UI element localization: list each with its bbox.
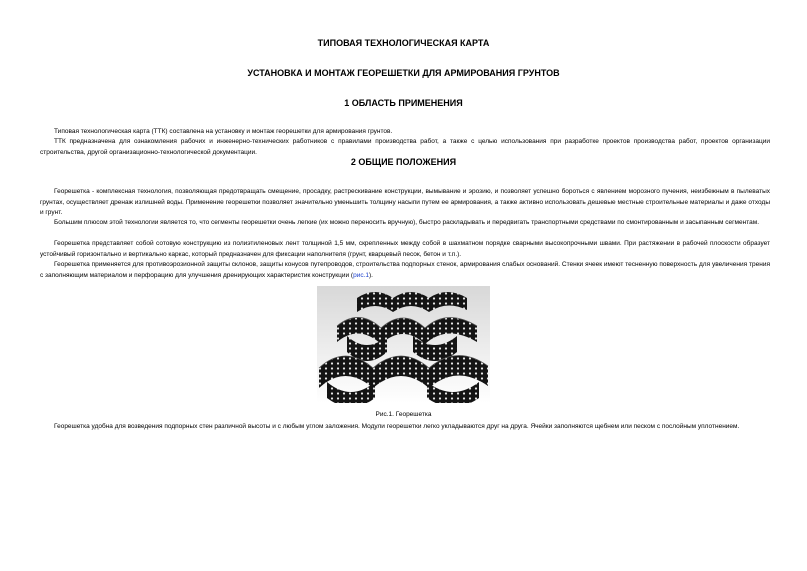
figure-reference-link[interactable]: рис.1 [353, 271, 370, 279]
paragraph-geogrid-structure: Георешетка представляет собой сотовую конструкцию из полиэтиленовых лент толщиной 1,5 мм, скрепленных между собой в шахматном порядке сварными высокопрочными швами. При растяжении в рабочей плоскости образует устойчивый горизонтально и вертикально каркас, который предназначен для фиксации наполнителя (грунт, кварцевый песок, бетон и т.п.). [40, 240, 770, 258]
figure-caption: Рис.1. Георешетка [375, 411, 432, 418]
document-subtitle: УСТАНОВКА И МОНТАЖ ГЕОРЕШЕТКИ ДЛЯ АРМИРОВАНИЯ ГРУНТОВ [247, 68, 560, 78]
paragraph-geogrid-advantage: Большим плюсом этой технологии является то, что сегменты георешетки очень легкие (их можно переносить вручную), быстро раскладывать и передвигать транспортными средствами по смонтированным и засыпанным сегментам. [54, 219, 759, 226]
geogrid-photo [317, 286, 490, 403]
paragraph-application-text: Георешетка применяется для противоэрозионной защиты склонов, защиты конусов путепроводов, строительства подпорных стенок, армирования слабых оснований. Стенки ячеек имеют тесненную поверхность для увеличения трения с заполняющим материалом и перфорацию для улучшения дренирующих характеристик конструкции ( [40, 261, 770, 279]
paragraph-geogrid-retaining-walls: Георешетка удобна для возведения подпорных стен различной высоты и с любым углом заложения. Модули георешетки легко укладываются друг на друга. Ячейки заполняются щебнем или песком с послойным уплотнением. [54, 423, 740, 430]
figure-reference-close: ). [369, 271, 373, 279]
paragraph-ttk-audience: ТТК предназначена для ознакомления рабочих и инженерно-технических работников с правилами производства работ, а также с целью использования при разработке проектов производства работ, проектов организации строительства, другой организационно-технологической документации. [40, 138, 770, 156]
document-title: ТИПОВАЯ ТЕХНОЛОГИЧЕСКАЯ КАРТА [317, 38, 490, 48]
section-heading-scope: 1 ОБЛАСТЬ ПРИМЕНЕНИЯ [344, 98, 463, 108]
paragraph-geogrid-application [40, 260, 770, 281]
section-heading-general: 2 ОБЩИЕ ПОЛОЖЕНИЯ [350, 157, 457, 167]
paragraph-geogrid-description: Георешетка - комплексная технология, позволяющая предотвращать смещение, просадку, растрескивание конструкции, вымывание и эрозию, и позволяет успешно бороться с явлением морозного пучения, неизбежным в пылеватых грунтах, осуществляет дренаж излишней воды. Применение георешетки позволяет значительно уменьшить толщину насыпи путем ее армирования, а также активно использовать дешевые местные строительные материалы и даже отходы и грунт. [40, 188, 770, 216]
paragraph-ttk-purpose: Типовая технологическая карта (ТТК) составлена на установку и монтаж георешетки для армирования грунтов. [54, 128, 393, 135]
